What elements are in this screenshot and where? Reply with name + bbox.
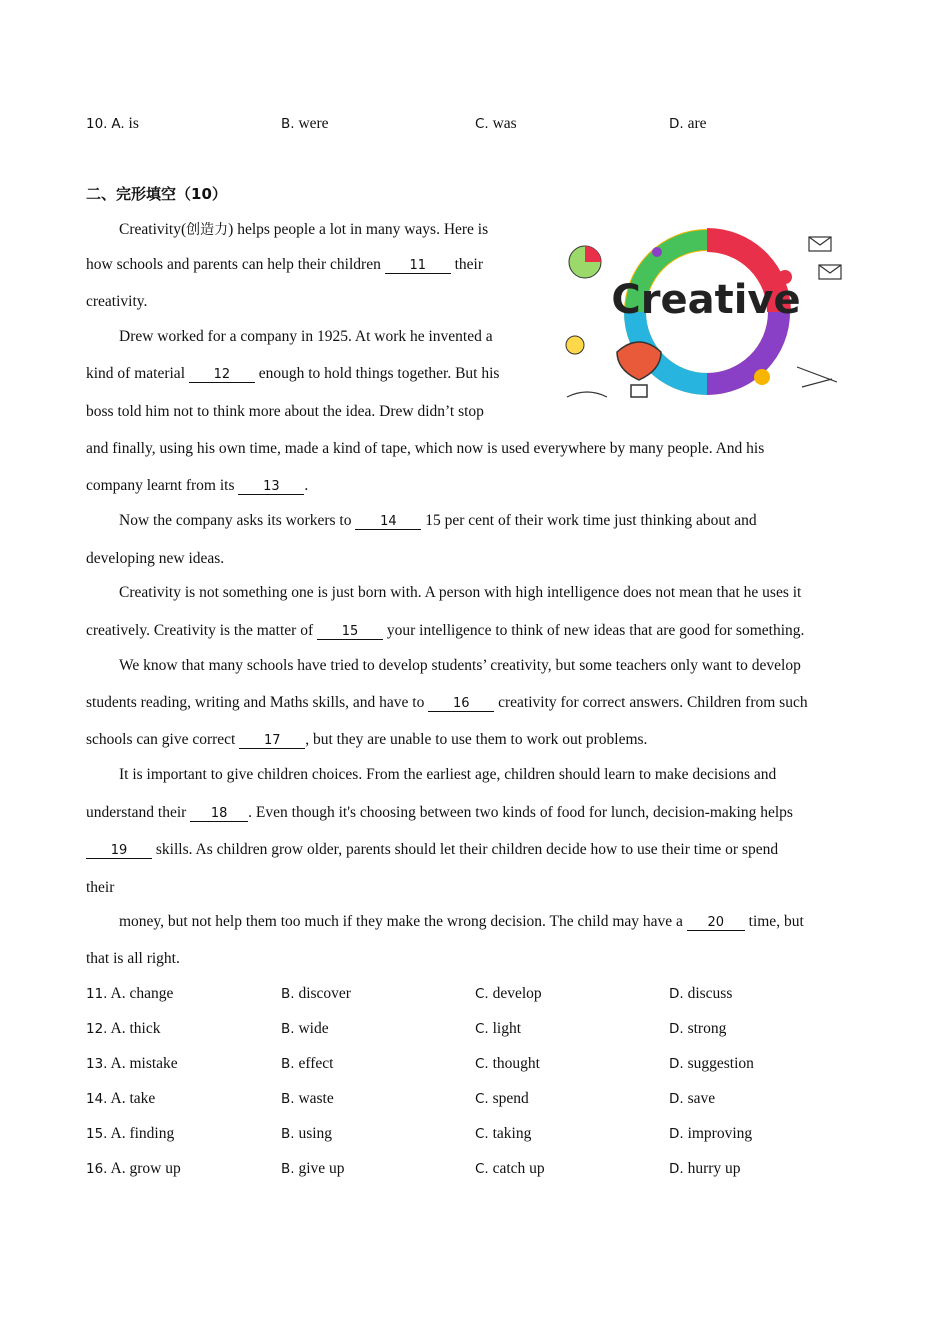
question-12 (86, 1020, 866, 1042)
passage-line: company learnt from its 13 . (86, 477, 309, 494)
option-d[interactable]: D. strong (669, 1020, 727, 1037)
passage-line: creatively. Creativity is the matter of 15 your intelligence to think of new ideas that are good for something. (86, 622, 805, 639)
creative-artwork-icon (557, 217, 855, 417)
option-a[interactable]: 15. A. finding (86, 1125, 175, 1142)
passage-line: Creativity(创造力) helps people a lot in many ways. Here is (119, 221, 489, 238)
passage-line: Drew worked for a company in 1925. At work he invented a (119, 328, 493, 345)
passage-line: Creativity is not something one is just born with. A person with high intelligence does not mean that he uses it (119, 584, 802, 601)
creative-illustration (557, 217, 855, 417)
option-b: B. were (281, 115, 329, 132)
passage-line: students reading, writing and Maths skills, and have to 16 creativity for correct answers. Children from such (86, 694, 808, 711)
passage-line: that is all right. (86, 950, 180, 967)
passage-line: understand their 18 . Even though it's choosing between two kinds of food for lunch, decision-making helps (86, 804, 793, 821)
blank-18[interactable]: 18 (190, 806, 248, 822)
option-b[interactable]: B. using (281, 1125, 333, 1142)
option-b[interactable]: B. discover (281, 985, 351, 1002)
option-b[interactable]: B. waste (281, 1090, 334, 1107)
option-c[interactable]: C. light (475, 1020, 522, 1037)
blank-15[interactable]: 15 (317, 624, 383, 640)
blank-20[interactable]: 20 (687, 915, 745, 931)
option-c[interactable]: C. spend (475, 1090, 529, 1107)
option-d[interactable]: D. improving (669, 1125, 753, 1142)
passage-line: We know that many schools have tried to develop students’ creativity, but some teachers only want to develop (119, 657, 801, 674)
option-d[interactable]: D. discuss (669, 985, 733, 1002)
blank-11[interactable]: 11 (385, 258, 451, 274)
option-a[interactable]: 16. A. grow up (86, 1160, 181, 1177)
option-c[interactable]: C. develop (475, 985, 542, 1002)
option-a[interactable]: 14. A. take (86, 1090, 156, 1107)
blank-17[interactable]: 17 (239, 733, 305, 749)
option-c[interactable]: C. catch up (475, 1160, 545, 1177)
passage-line: and finally, using his own time, made a kind of tape, which now is used everywhere by many people. And his (86, 440, 765, 457)
question-15 (86, 1125, 866, 1147)
option-c[interactable]: C. taking (475, 1125, 532, 1142)
passage-line: schools can give correct 17 , but they are unable to use them to work out problems. (86, 731, 648, 748)
blank-16[interactable]: 16 (428, 696, 494, 712)
blank-19[interactable]: 19 (86, 843, 152, 859)
option-b[interactable]: B. give up (281, 1160, 345, 1177)
option-b[interactable]: B. wide (281, 1020, 329, 1037)
option-a: 10. A. is (86, 115, 139, 132)
passage-line: Now the company asks its workers to 14 15 per cent of their work time just thinking about and (119, 512, 757, 529)
blank-13[interactable]: 13 (238, 479, 304, 495)
option-a[interactable]: 13. A. mistake (86, 1055, 178, 1072)
option-d[interactable]: D. save (669, 1090, 716, 1107)
option-a[interactable]: 12. A. thick (86, 1020, 161, 1037)
passage-line: boss told him not to think more about the idea. Drew didn’t stop (86, 403, 484, 420)
passage-line: It is important to give children choices. From the earliest age, children should learn to make decisions and (119, 766, 777, 783)
option-a[interactable]: 11. A. change (86, 985, 174, 1002)
question-13 (86, 1055, 866, 1077)
passage-line: kind of material 12 enough to hold things together. But his (86, 365, 500, 382)
blank-14[interactable]: 14 (355, 514, 421, 530)
passage-line: their (86, 879, 115, 896)
creative-word: Creative (611, 277, 801, 323)
question-16 (86, 1160, 866, 1182)
question-10 (86, 115, 866, 137)
section-title: 二、完形填空（10） (86, 185, 227, 203)
passage-line: creativity. (86, 293, 148, 310)
blank-12[interactable]: 12 (189, 367, 255, 383)
option-d[interactable]: D. hurry up (669, 1160, 741, 1177)
option-d: D. are (669, 115, 707, 132)
option-b[interactable]: B. effect (281, 1055, 334, 1072)
passage-line: 19 skills. As children grow older, parents should let their children decide how to use their time or spend (86, 841, 778, 859)
passage-line: money, but not help them too much if they make the wrong decision. The child may have a 20 time, but (119, 913, 804, 930)
question-14 (86, 1090, 866, 1112)
option-c[interactable]: C. thought (475, 1055, 540, 1072)
question-11 (86, 985, 866, 1007)
option-d[interactable]: D. suggestion (669, 1055, 754, 1072)
passage-line: how schools and parents can help their children 11 their (86, 256, 483, 273)
option-c: C. was (475, 115, 517, 132)
passage-line: developing new ideas. (86, 550, 225, 567)
